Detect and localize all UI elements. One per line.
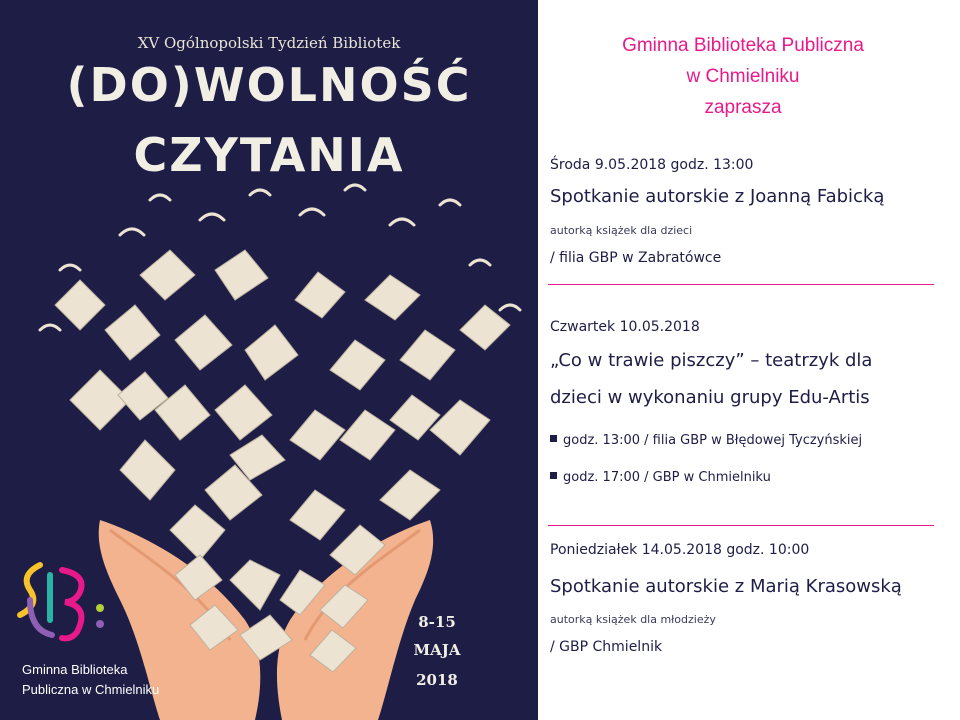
event-2-bullet-1-text: godz. 13:00 / filia GBP w Błędowej Tyczyńskiej <box>563 433 863 448</box>
poster-dates-month: MAJA <box>413 641 461 659</box>
poster-dates-year: 2018 <box>416 671 458 689</box>
event-2-bullet-1 <box>550 433 862 448</box>
event-2-bullet-2-text: godz. 17:00 / GBP w Chmielniku <box>563 470 771 485</box>
event-3-title: Spotkanie autorskie z Marią Krasowską <box>550 576 902 597</box>
event-3-location: / GBP Chmielnik <box>550 639 663 655</box>
poster-title-line2: CZYTANIA <box>133 128 405 182</box>
event-2-date: Czwartek 10.05.2018 <box>550 319 700 335</box>
header-line1: Gminna Biblioteka Publiczna <box>622 35 864 56</box>
flying-pages <box>40 185 520 330</box>
square-bullet-icon <box>550 472 557 479</box>
events-panel <box>538 0 960 720</box>
header-line2: w Chmielniku <box>686 66 800 87</box>
books-heart <box>55 250 510 672</box>
event-1-title: Spotkanie autorskie z Joanną Fabicką <box>550 186 885 207</box>
library-logo-mark <box>20 565 104 638</box>
event-2-title-line1: „Co w trawie piszczy” – teatrzyk dla <box>550 350 873 371</box>
poster-kicker: XV Ogólnopolski Tydzień Bibliotek <box>137 34 401 52</box>
event-3-subtitle: autorką książek dla młodzieży <box>550 613 716 626</box>
event-1-subtitle: autorką książek dla dzieci <box>550 224 693 237</box>
event-2-title-line2: dzieci w wykonaniu grupy Edu-Artis <box>550 387 870 408</box>
separator <box>548 284 934 285</box>
logo-text-line2: Publiczna w Chmielniku <box>22 682 160 697</box>
event-1-location: / filia GBP w Zabratówce <box>550 250 722 266</box>
event-2-bullet-2 <box>550 470 771 485</box>
event-1-date: Środa 9.05.2018 godz. 13:00 <box>550 157 754 173</box>
header-line3: zaprasza <box>704 97 782 118</box>
square-bullet-icon <box>550 435 557 442</box>
poster-title-line1: (DO)WOLNOŚĆ <box>66 58 472 112</box>
separator <box>548 525 934 526</box>
logo-text-line1: Gminna Biblioteka <box>22 662 128 677</box>
event-3-date: Poniedziałek 14.05.2018 godz. 10:00 <box>550 542 810 558</box>
poster-dates-range: 8-15 <box>418 613 456 631</box>
